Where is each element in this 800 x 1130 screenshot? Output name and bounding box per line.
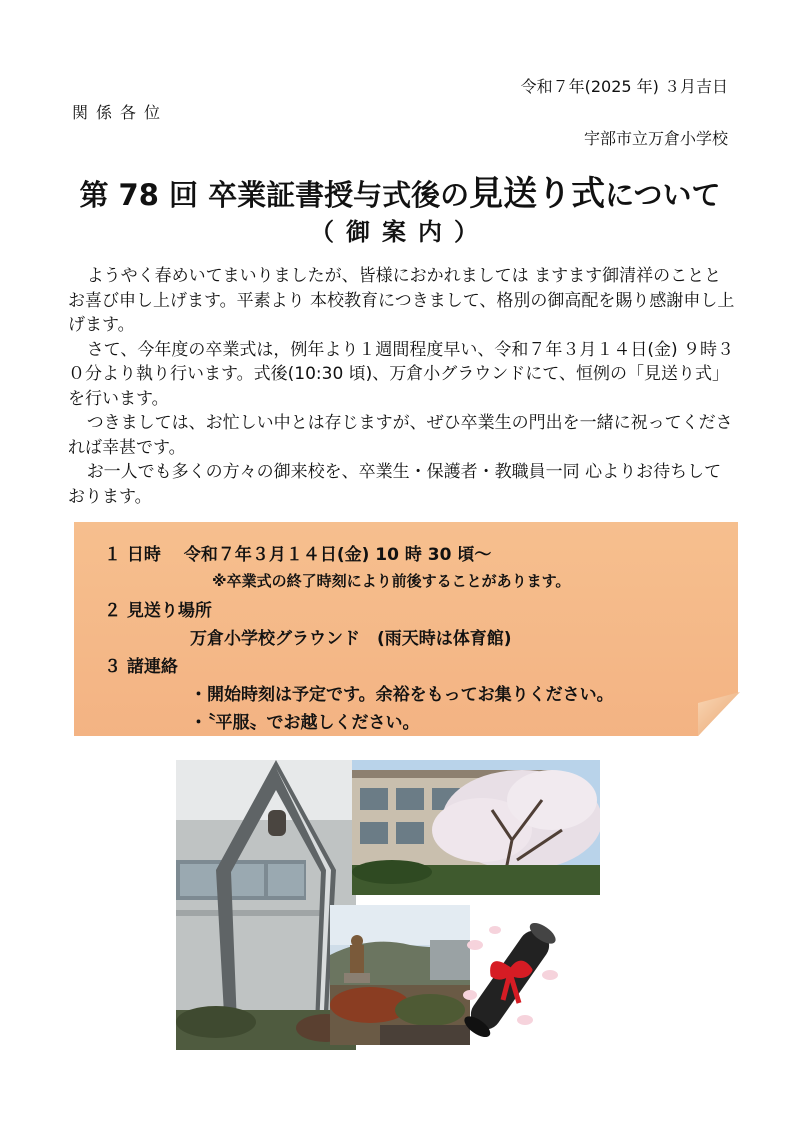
- date: 令和７年(2025 年) ３月吉日: [520, 77, 728, 96]
- title-part1: 第 78 回 卒業証書授与式後の: [79, 178, 470, 212]
- body-paragraph-1: ようやく春めいてまいりましたが、皆様におかれましては ますます御清祥のこととお喜び申し上げます。平素より 本校教育につきまして、格別の御高配を賜り感謝申し上げます。: [68, 266, 735, 335]
- diploma-scroll-illustration: [455, 915, 565, 1040]
- body-paragraph-4: お一人でも多くの方々の御来校を、卒業生・保護者・教職員一同 心よりお待ちしております。: [68, 462, 722, 507]
- title-part3: について: [605, 178, 721, 212]
- subtitle: （御案内）: [310, 218, 490, 246]
- title-part2: 見送り式: [469, 174, 606, 214]
- plum-blossom-school-photo: [352, 760, 600, 895]
- bell-monument-photo: [176, 760, 356, 1050]
- school-name: 宇部市立万倉小学校: [583, 129, 728, 148]
- statue-photo: [330, 905, 470, 1045]
- info-venue-label: ２ 見送り場所: [104, 601, 212, 621]
- addressee: 関係各位: [72, 103, 169, 122]
- info-contact-line2: ・〝平服〟でお越しください。: [190, 713, 420, 733]
- page-title: [0, 166, 800, 215]
- info-contact-label: ３ 諸連絡: [104, 657, 178, 677]
- body-text: [68, 264, 738, 509]
- info-datetime: １ 日時 令和７年３月１４日(金) 10 時 30 頃～: [104, 545, 492, 565]
- body-paragraph-2: さて、今年度の卒業式は，例年より１週間程度早い、令和７年３月１４日(金) ９時３０分より執り行います。式後(10:30 頃)、万倉小グラウンドにて、恒例の「見送り式」を行います。: [68, 339, 735, 409]
- info-venue: 万倉小学校グラウンド (雨天時は体育館): [190, 629, 512, 649]
- info-datetime-note: ※卒業式の終了時刻により前後することがあります。: [212, 572, 571, 590]
- info-contact-line1: ・開始時刻は予定です。余裕をもってお集りください。: [190, 685, 614, 705]
- body-paragraph-3: つきましては、お忙しい中とは存じますが、ぜひ卒業生の門出を一緒に祝ってくだされば幸甚です。: [68, 413, 733, 458]
